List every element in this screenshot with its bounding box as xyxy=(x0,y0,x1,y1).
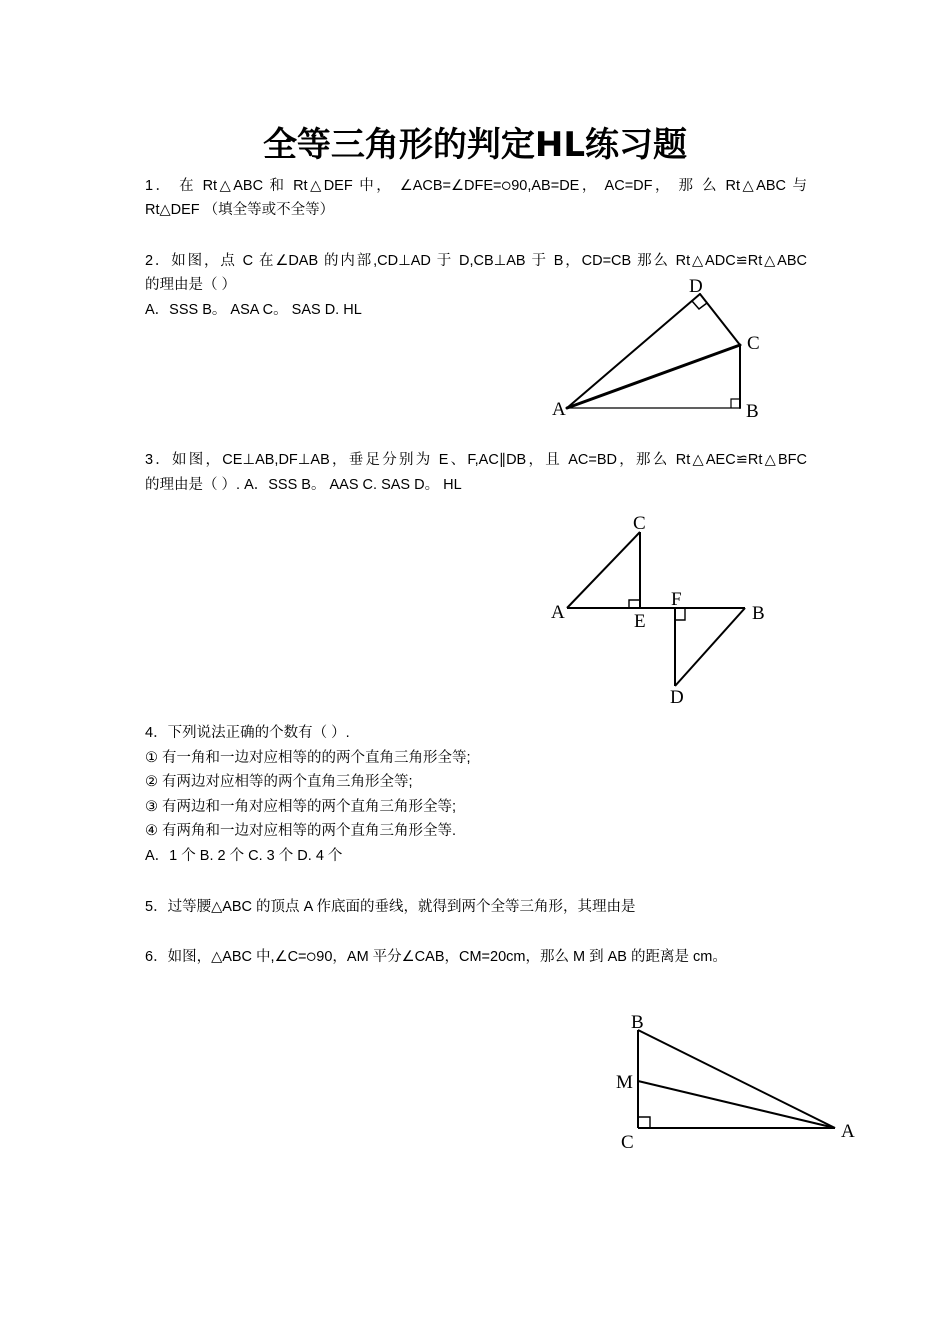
question-3-line-1: 3．如图，CE⊥AB,DF⊥AB，垂足分别为 E、F,AC∥DB，且 AC=BD，那么 Rt△AEC≌Rt△BFC xyxy=(145,452,807,468)
label-a: A xyxy=(841,1121,855,1142)
question-2-line-1: 2．如图，点 C 在∠DAB 的内部,CD⊥AD 于 D,CB⊥AB 于 B，CD=CB 那么 Rt△ADC≌Rt△ABC xyxy=(145,253,807,269)
question-4-item-2: ② 有两边对应相等的两个直角三角形全等; xyxy=(145,774,413,790)
right-angle-mark-b xyxy=(731,399,740,408)
label-c: C xyxy=(747,333,760,354)
label-c: C xyxy=(621,1132,634,1153)
label-f: F xyxy=(671,589,682,610)
figure-q3-triangles xyxy=(545,510,775,710)
label-b: B xyxy=(752,603,765,624)
label-d: D xyxy=(670,687,684,708)
segment-ba xyxy=(638,1030,835,1128)
label-b: B xyxy=(746,401,759,422)
question-1-line-2: Rt△DEF （填全等或不全等） xyxy=(145,202,335,218)
segment-dc xyxy=(700,294,740,345)
question-5-text: 5．过等腰△ABC 的顶点 A 作底面的垂线，就得到两个全等三角形，其理由是 xyxy=(145,899,636,915)
label-d: D xyxy=(689,276,703,297)
segment-ac xyxy=(567,532,640,608)
label-a: A xyxy=(551,602,565,623)
question-6-text: 6．如图，△ABC 中,∠C=੦90，AM 平分∠CAB，CM=20cm，那么 M 到 AB 的距离是 cm。 xyxy=(145,949,727,965)
label-e: E xyxy=(634,611,646,632)
label-b: B xyxy=(631,1012,644,1033)
question-3-line-2: 的理由是（ ）. A．SSS B。 AAS C. SAS D。 HL xyxy=(145,477,462,493)
question-4-item-1: ① 有一角和一边对应相等的的两个直角三角形全等; xyxy=(145,750,471,766)
right-angle-mark-e xyxy=(629,600,640,608)
segment-ad xyxy=(567,294,700,408)
segment-ma xyxy=(638,1081,835,1128)
right-angle-mark-d xyxy=(692,301,707,309)
question-4-item-3: ③ 有两边和一角对应相等的两个直角三角形全等; xyxy=(145,799,457,815)
question-2-options: A．SSS B。 ASA C。 SAS D. HL xyxy=(145,302,362,318)
question-4-options: A．1 个 B. 2 个 C. 3 个 D. 4 个 xyxy=(145,848,343,864)
figure-q6-triangle xyxy=(605,1005,870,1160)
question-2-line-2: 的理由是（ ） xyxy=(145,277,237,293)
figure-q2-triangles xyxy=(540,270,780,425)
segment-ac xyxy=(567,345,740,408)
label-c: C xyxy=(633,513,646,534)
page-title: 全等三角形的判定HL练习题 xyxy=(262,125,688,165)
label-m: M xyxy=(616,1072,633,1093)
question-4-stem: 4．下列说法正确的个数有（ ）. xyxy=(145,725,350,741)
right-angle-mark-c xyxy=(638,1117,650,1128)
question-1-line-1: 1． 在 Rt△ABC 和 Rt△DEF 中， ∠ACB=∠DFE=੦90,AB=DE， AC=DF， 那 么 Rt△ABC 与 xyxy=(145,178,807,194)
label-a: A xyxy=(552,399,566,420)
question-4-item-4: ④ 有两角和一边对应相等的两个直角三角形全等. xyxy=(145,823,457,839)
